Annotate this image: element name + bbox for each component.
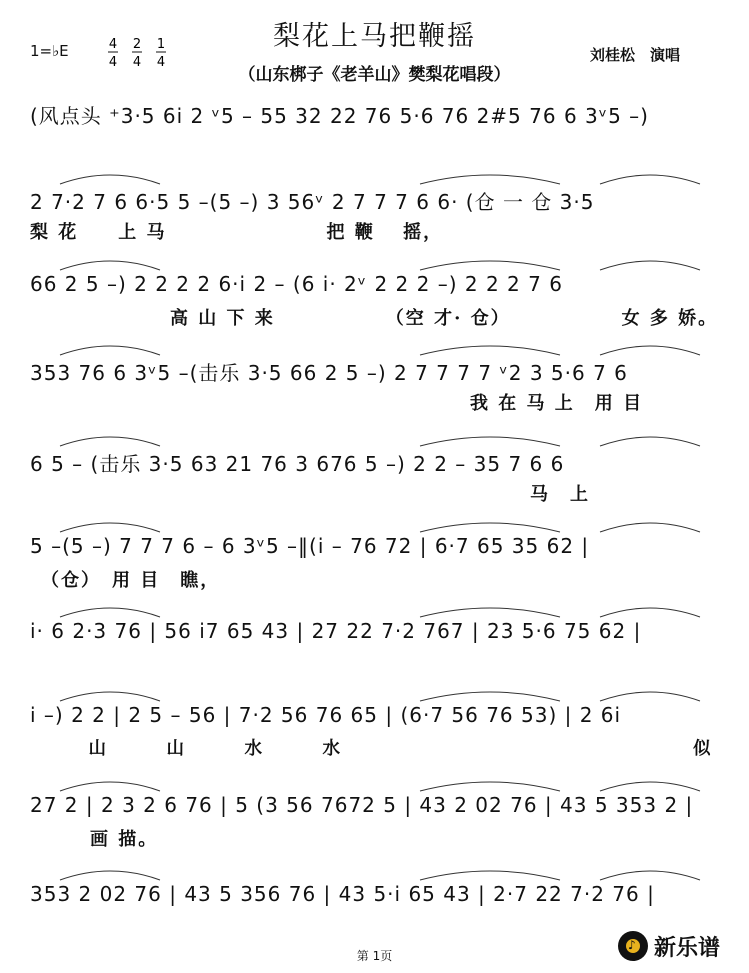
notation-row: 5 –(5 –) 7 7 7 6 – 6 3ᵛ5 –‖(i – 76 72 | 6·7 65 35 62 | bbox=[30, 534, 590, 558]
time-signatures bbox=[105, 34, 175, 72]
slur-arc bbox=[420, 437, 560, 446]
slur-arc bbox=[420, 871, 560, 880]
lyrics-row: 山 山 水 水 似 bbox=[30, 739, 713, 759]
slur-arc bbox=[60, 523, 160, 532]
slur-marks bbox=[0, 250, 749, 274]
lyrics-row: 梨 花 上 马 把 鞭 摇， bbox=[30, 222, 444, 243]
slur-arc bbox=[600, 608, 700, 617]
slur-marks bbox=[0, 860, 749, 884]
notation-row: 27 2 | 2 3 2 6 76 | 5 (3 56 7672 5 | 43 2 02 76 | 43 5 353 2 | bbox=[30, 793, 694, 817]
meter-denominator: 4 bbox=[108, 55, 118, 70]
slur-arc bbox=[420, 782, 560, 791]
slur-arc bbox=[600, 871, 700, 880]
slur-arc bbox=[60, 346, 160, 355]
slur-marks bbox=[0, 597, 749, 621]
slur-arc bbox=[420, 608, 560, 617]
slur-arc bbox=[60, 782, 160, 791]
meter-denominator: 4 bbox=[156, 55, 166, 70]
slur-arc bbox=[60, 871, 160, 880]
notation-row: 353 76 6 3ᵛ5 –(击乐 3·5 66 2 5 –) 2 7 7 7 7 ᵛ2 3 5·6 7 6 bbox=[30, 361, 628, 385]
performer-credit: 刘桂松 演唱 bbox=[590, 46, 681, 64]
lyrics-row: 画 描。 bbox=[30, 829, 159, 850]
slur-arc bbox=[420, 346, 560, 355]
slur-marks bbox=[0, 681, 749, 705]
slur-arc bbox=[420, 692, 560, 701]
logo-text: 新乐谱 bbox=[654, 936, 721, 961]
slur-arc bbox=[60, 261, 160, 270]
meter-numerator: 4 bbox=[108, 37, 118, 52]
slur-marks bbox=[0, 771, 749, 795]
slur-arc bbox=[60, 175, 160, 184]
slur-arc bbox=[600, 175, 700, 184]
slur-marks bbox=[0, 512, 749, 536]
notation-row: i –) 2 2 | 2 5 – 56 | 7·2 56 76 65 | (6·7 56 76 53) | 2 6i bbox=[30, 703, 622, 727]
lyrics-row: 高 山 下 来 （空 才· 仓） 女 多 娇。 bbox=[30, 308, 719, 329]
notation-row: 66 2 5 –) 2 2 2 2 6·i 2 – (6 i· 2ᵛ 2 2 2 –) 2 2 2 7 6 bbox=[30, 272, 563, 296]
notation-row: (风点头 ⁺3·5 6i 2 ᵛ5 – 55 32 22 76 5·6 76 2#5 76 6 3ᵛ5 –) bbox=[30, 104, 649, 128]
lyrics-row: （仓） 用 目 瞧， bbox=[30, 570, 221, 591]
slur-arc bbox=[600, 782, 700, 791]
site-logo bbox=[614, 928, 742, 964]
score-title: 梨花上马把鞭摇 bbox=[273, 21, 476, 52]
lyrics-row: 马 上 bbox=[30, 484, 590, 505]
slur-arc bbox=[420, 261, 560, 270]
meter-numerator: 2 bbox=[132, 37, 142, 52]
slur-marks bbox=[0, 426, 749, 450]
page-number: 第 1页 bbox=[356, 949, 393, 963]
slur-marks bbox=[0, 335, 749, 359]
slur-marks bbox=[0, 164, 749, 188]
meter-denominator: 4 bbox=[132, 55, 142, 70]
slur-arc bbox=[60, 437, 160, 446]
slur-arc bbox=[420, 523, 560, 532]
key-signature: 1=♭E bbox=[30, 42, 69, 60]
notation-row: 6 5 – (击乐 3·5 63 21 76 3 676 5 –) 2 2 – 35 7 6 6 bbox=[30, 452, 565, 476]
slur-arc bbox=[600, 437, 700, 446]
slur-arc bbox=[600, 261, 700, 270]
slur-arc bbox=[420, 175, 560, 184]
lyrics-row: 我 在 马 上 用 目 bbox=[30, 393, 644, 414]
slur-arc bbox=[600, 346, 700, 355]
slur-arc bbox=[600, 692, 700, 701]
slur-arc bbox=[60, 692, 160, 701]
score-subtitle: （山东梆子《老羊山》樊梨花唱段） bbox=[238, 65, 511, 85]
notation-row: 2 7·2 7 6 6·5 5 –(5 –) 3 56ᵛ 2 7 7 7 6 6· (仓 一 仓 3·5 bbox=[30, 190, 595, 214]
music-note-icon: ♪ bbox=[628, 938, 636, 952]
meter-numerator: 1 bbox=[156, 37, 166, 52]
slur-arc bbox=[60, 608, 160, 617]
notation-row: 353 2 02 76 | 43 5 356 76 | 43 5·i 65 43 | 2·7 22 7·2 76 | bbox=[30, 882, 655, 906]
notation-row: i· 6 2·3 76 | 56 i7 65 43 | 27 22 7·2 767 | 23 5·6 75 62 | bbox=[30, 619, 642, 643]
slur-arc bbox=[600, 523, 700, 532]
